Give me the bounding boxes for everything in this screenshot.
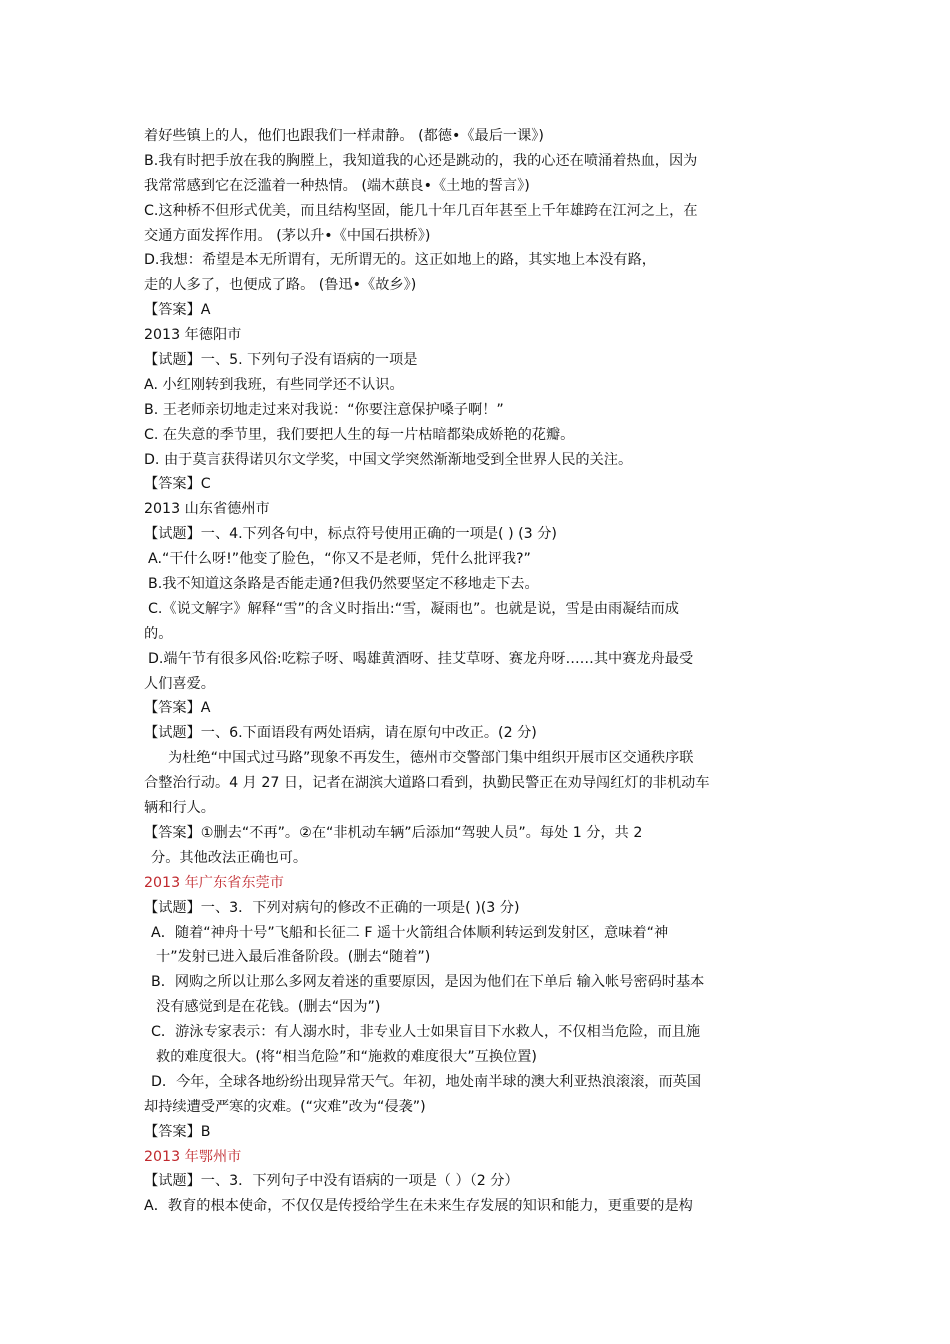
option-line: B.我不知道这条路是否能走通?但我仍然要坚定不移地走下去。	[148, 576, 539, 593]
section-heading: 2013 年德阳市	[144, 327, 242, 344]
text-line: 没有感觉到是在花钱。(删去“因为”)	[156, 999, 381, 1016]
passage-line: 为杜绝“中国式过马路”现象不再发生，德州市交警部门集中组织开展市区交通秩序联	[168, 750, 694, 767]
option-line: C.《说文解字》解释“雪”的含义时指出:“雪，凝雨也”。也就是说，雪是由雨凝结而成	[148, 600, 679, 617]
option-line: D.端午节有很多风俗:吃粽子呀、喝雄黄酒呀、挂艾草呀、赛龙舟呀……其中赛龙舟最受	[148, 650, 694, 667]
option-line: B. 王老师亲切地走过来对我说：“你要注意保护嗓子啊！”	[144, 401, 504, 418]
answer-line: 【答案】①删去“不再”。②在“非机动车辆”后添加“驾驶人员”。每处 1 分，共 2	[144, 824, 643, 841]
option-line: B．网购之所以让那么多网友着迷的重要原因，是因为他们在下单后 输入帐号密码时基本	[151, 974, 705, 991]
question-line: 【试题】一、6.下面语段有两处语病，请在原句中改正。(2 分)	[144, 725, 537, 742]
option-line: D. 由于莫言获得诺贝尔文学奖，中国文学突然渐渐地受到全世界人民的关注。	[144, 451, 633, 468]
answer-line: 【答案】A	[144, 302, 211, 319]
text-line: B.我有时把手放在我的胸膛上，我知道我的心还是跳动的，我的心还在喷涌着热血，因为	[144, 152, 698, 169]
text-line: 着好些镇上的人，他们也跟我们一样肃静。 (都德•《最后一课》)	[144, 128, 544, 144]
question-line: 【试题】一、4.下列各句中，标点符号使用正确的一项是( ) (3 分)	[144, 526, 557, 543]
text-line: D.我想：希望是本无所谓有，无所谓无的。这正如地上的路，其实地上本没有路，	[144, 252, 656, 269]
text-line: 救的难度很大。(将“相当危险”和“施救的难度很大”互换位置)	[156, 1048, 537, 1065]
text-line: 交通方面发挥作用。 (茅以升•《中国石拱桥》)	[144, 227, 431, 244]
text-line: 的。	[144, 625, 173, 642]
document-page	[144, 124, 814, 1219]
text-line: 却持续遭受严寒的灾难。(“灾难”改为“侵袭”)	[144, 1098, 426, 1115]
answer-line: 【答案】C	[144, 476, 211, 493]
option-line: C. 在失意的季节里，我们要把人生的每一片枯暗都染成娇艳的花瓣。	[144, 426, 575, 443]
answer-line: 【答案】A	[144, 700, 211, 717]
text-line: 十”发射已进入最后准备阶段。(删去“随着”)	[156, 949, 431, 966]
section-heading-red: 2013 年鄂州市	[144, 1148, 242, 1165]
option-line: A．教育的根本使命，不仅仅是传授给学生在未来生存发展的知识和能力，更重要的是构	[144, 1198, 693, 1215]
section-heading-red: 2013 年广东省东莞市	[144, 874, 284, 891]
section-heading: 2013 山东省德州市	[144, 501, 270, 518]
text-line: C.这种桥不但形式优美，而且结构坚固，能几十年几百年甚至上千年雄跨在江河之上，在	[144, 202, 698, 219]
option-line: A．随着“神舟十号”飞船和长征二 F 遥十火箭组合体顺利转运到发射区，意味着“神	[151, 924, 669, 941]
option-line: C．游泳专家表示：有人溺水时，非专业人士如果盲目下水救人，不仅相当危险，而且施	[151, 1024, 701, 1041]
question-line: 【试题】一、5. 下列句子没有语病的一项是	[144, 352, 418, 369]
answer-line: 【答案】B	[144, 1123, 211, 1140]
text-line: 走的人多了，也便成了路。 (鲁迅•《故乡》)	[144, 277, 417, 294]
passage-line: 辆和行人。	[144, 800, 215, 817]
passage-line: 合整治行动。4 月 27 日，记者在湖滨大道路口看到，执勤民警正在劝导闯红灯的非机动车	[144, 775, 710, 792]
question-line: 【试题】一、3．下列对病句的修改不正确的一项是( )(3 分)	[144, 899, 520, 916]
option-line: A.“干什么呀!”他变了脸色，“你又不是老师，凭什么批评我?”	[148, 551, 531, 568]
text-line: 分。其他改法正确也可。	[151, 849, 308, 866]
option-line: A. 小红刚转到我班，有些同学还不认识。	[144, 376, 404, 393]
option-line: D．今年，全球各地纷纷出现异常天气。年初，地处南半球的澳大利亚热浪滚滚，而英国	[151, 1073, 702, 1090]
text-line: 我常常感到它在泛滥着一种热情。 (端木蕻良•《土地的誓言》)	[144, 177, 530, 194]
text-line: 人们喜爱。	[144, 675, 215, 692]
question-line: 【试题】一、3．下列句子中没有语病的一项是（ ）（2 分）	[144, 1173, 519, 1190]
